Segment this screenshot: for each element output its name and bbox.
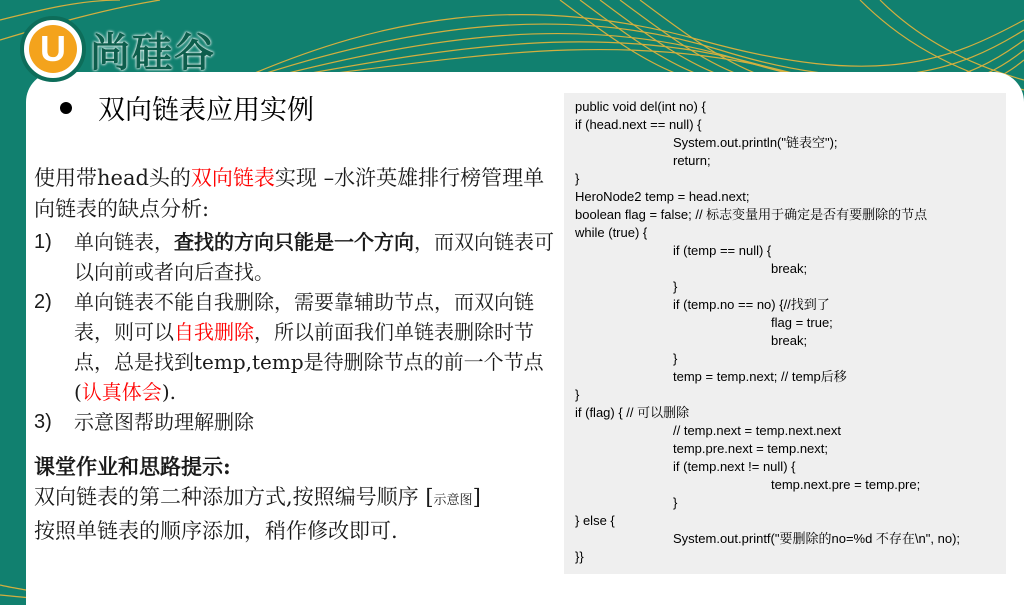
item-text-bold: 查找的方向只能是一个方向	[174, 230, 414, 254]
code-line: break;	[771, 261, 808, 276]
code-line: // temp.next = temp.next.next	[673, 423, 842, 438]
bullet-dot-icon	[60, 102, 72, 114]
code-line: }	[673, 279, 678, 294]
intro-text-2: 实现 –水浒英雄排行榜管理单向链表的缺点分析:	[34, 166, 545, 221]
item-text-part: 单向链表，	[74, 230, 174, 254]
item-text-red: 自我删除	[174, 320, 254, 344]
logo	[20, 8, 216, 90]
code-line: System.out.println("链表空");	[673, 135, 838, 150]
intro-highlight: 双向链表	[190, 166, 275, 190]
item-text	[74, 287, 564, 407]
list-item	[34, 407, 564, 437]
item-number: 2)	[34, 291, 52, 313]
item-text-red: 认真体会	[81, 380, 162, 404]
slide-title: 双向链表应用实例	[98, 95, 314, 126]
item-number: 1)	[34, 231, 52, 253]
code-line: if (temp.next != null) {	[673, 459, 796, 474]
logo-badge	[20, 16, 86, 82]
code-panel	[564, 93, 1006, 574]
homework-line-2: 按照单链表的顺序添加，稍作修改即可.	[34, 519, 398, 543]
homework-title: 课堂作业和思路提示:	[34, 454, 231, 479]
code-line: System.out.printf("要删除的no=%d 不存在\n", no);	[673, 531, 961, 546]
homework-text: 双向链表的第二种添加方式,按照编号顺序 [	[34, 485, 434, 509]
intro-paragraph	[34, 163, 564, 225]
left-text-column	[34, 163, 564, 546]
code-line: return;	[673, 153, 711, 168]
code-line: }	[673, 495, 678, 510]
code-line: HeroNode2 temp = head.next;	[575, 189, 750, 204]
code-line: temp.next.pre = temp.pre;	[771, 477, 921, 492]
list-item	[34, 227, 564, 287]
item-text-part: ，所以前面我们单链表删除时节点，总是找到temp,temp是待删除节点的前一个节点(	[74, 320, 544, 404]
code-line: }	[673, 351, 678, 366]
code-line: if (head.next == null) {	[575, 117, 702, 132]
logo-badge-letter: U	[29, 25, 77, 73]
list-item	[34, 287, 564, 407]
homework-line-1	[34, 482, 564, 516]
code-line: flag = true;	[771, 315, 833, 330]
code-line: }	[575, 387, 580, 402]
intro-text-1: 使用带head头的	[34, 166, 191, 190]
code-line: temp.pre.next = temp.next;	[673, 441, 828, 456]
item-text-part: ，而双向链表可以向前或者向后查找。	[74, 230, 554, 284]
homework-diagram-link: 示意图	[433, 493, 473, 508]
code-line: public void del(int no) {	[575, 99, 706, 114]
code-lines	[575, 98, 1006, 566]
code-line: if (temp.no == no) {//找到了	[673, 297, 830, 312]
code-line: boolean flag = false; // 标志变量用于确定是否有要删除的节点	[575, 207, 928, 222]
code-line: }}	[575, 549, 584, 564]
code-line: if (flag) { // 可以删除	[575, 405, 690, 420]
item-list	[34, 227, 564, 437]
code-line: while (true) {	[575, 225, 648, 240]
logo-brand-text: 尚硅谷	[90, 29, 216, 76]
code-line: temp = temp.next; // temp后移	[673, 369, 847, 384]
code-line: } else {	[575, 513, 615, 528]
item-text	[74, 407, 564, 437]
item-text-part: ).	[161, 380, 176, 404]
item-text	[74, 227, 564, 287]
code-line: if (temp == null) {	[673, 243, 772, 258]
item-text-part: 单向链表不能自我删除，需要靠辅助节点，而双向链表，则可以	[74, 290, 534, 344]
code-line: break;	[771, 333, 808, 348]
slide-title-row	[60, 88, 314, 127]
item-number: 3)	[34, 411, 52, 433]
code-line: }	[575, 171, 580, 186]
item-text-part: 示意图帮助理解删除	[74, 410, 254, 434]
homework-text-end: ]	[472, 485, 481, 509]
